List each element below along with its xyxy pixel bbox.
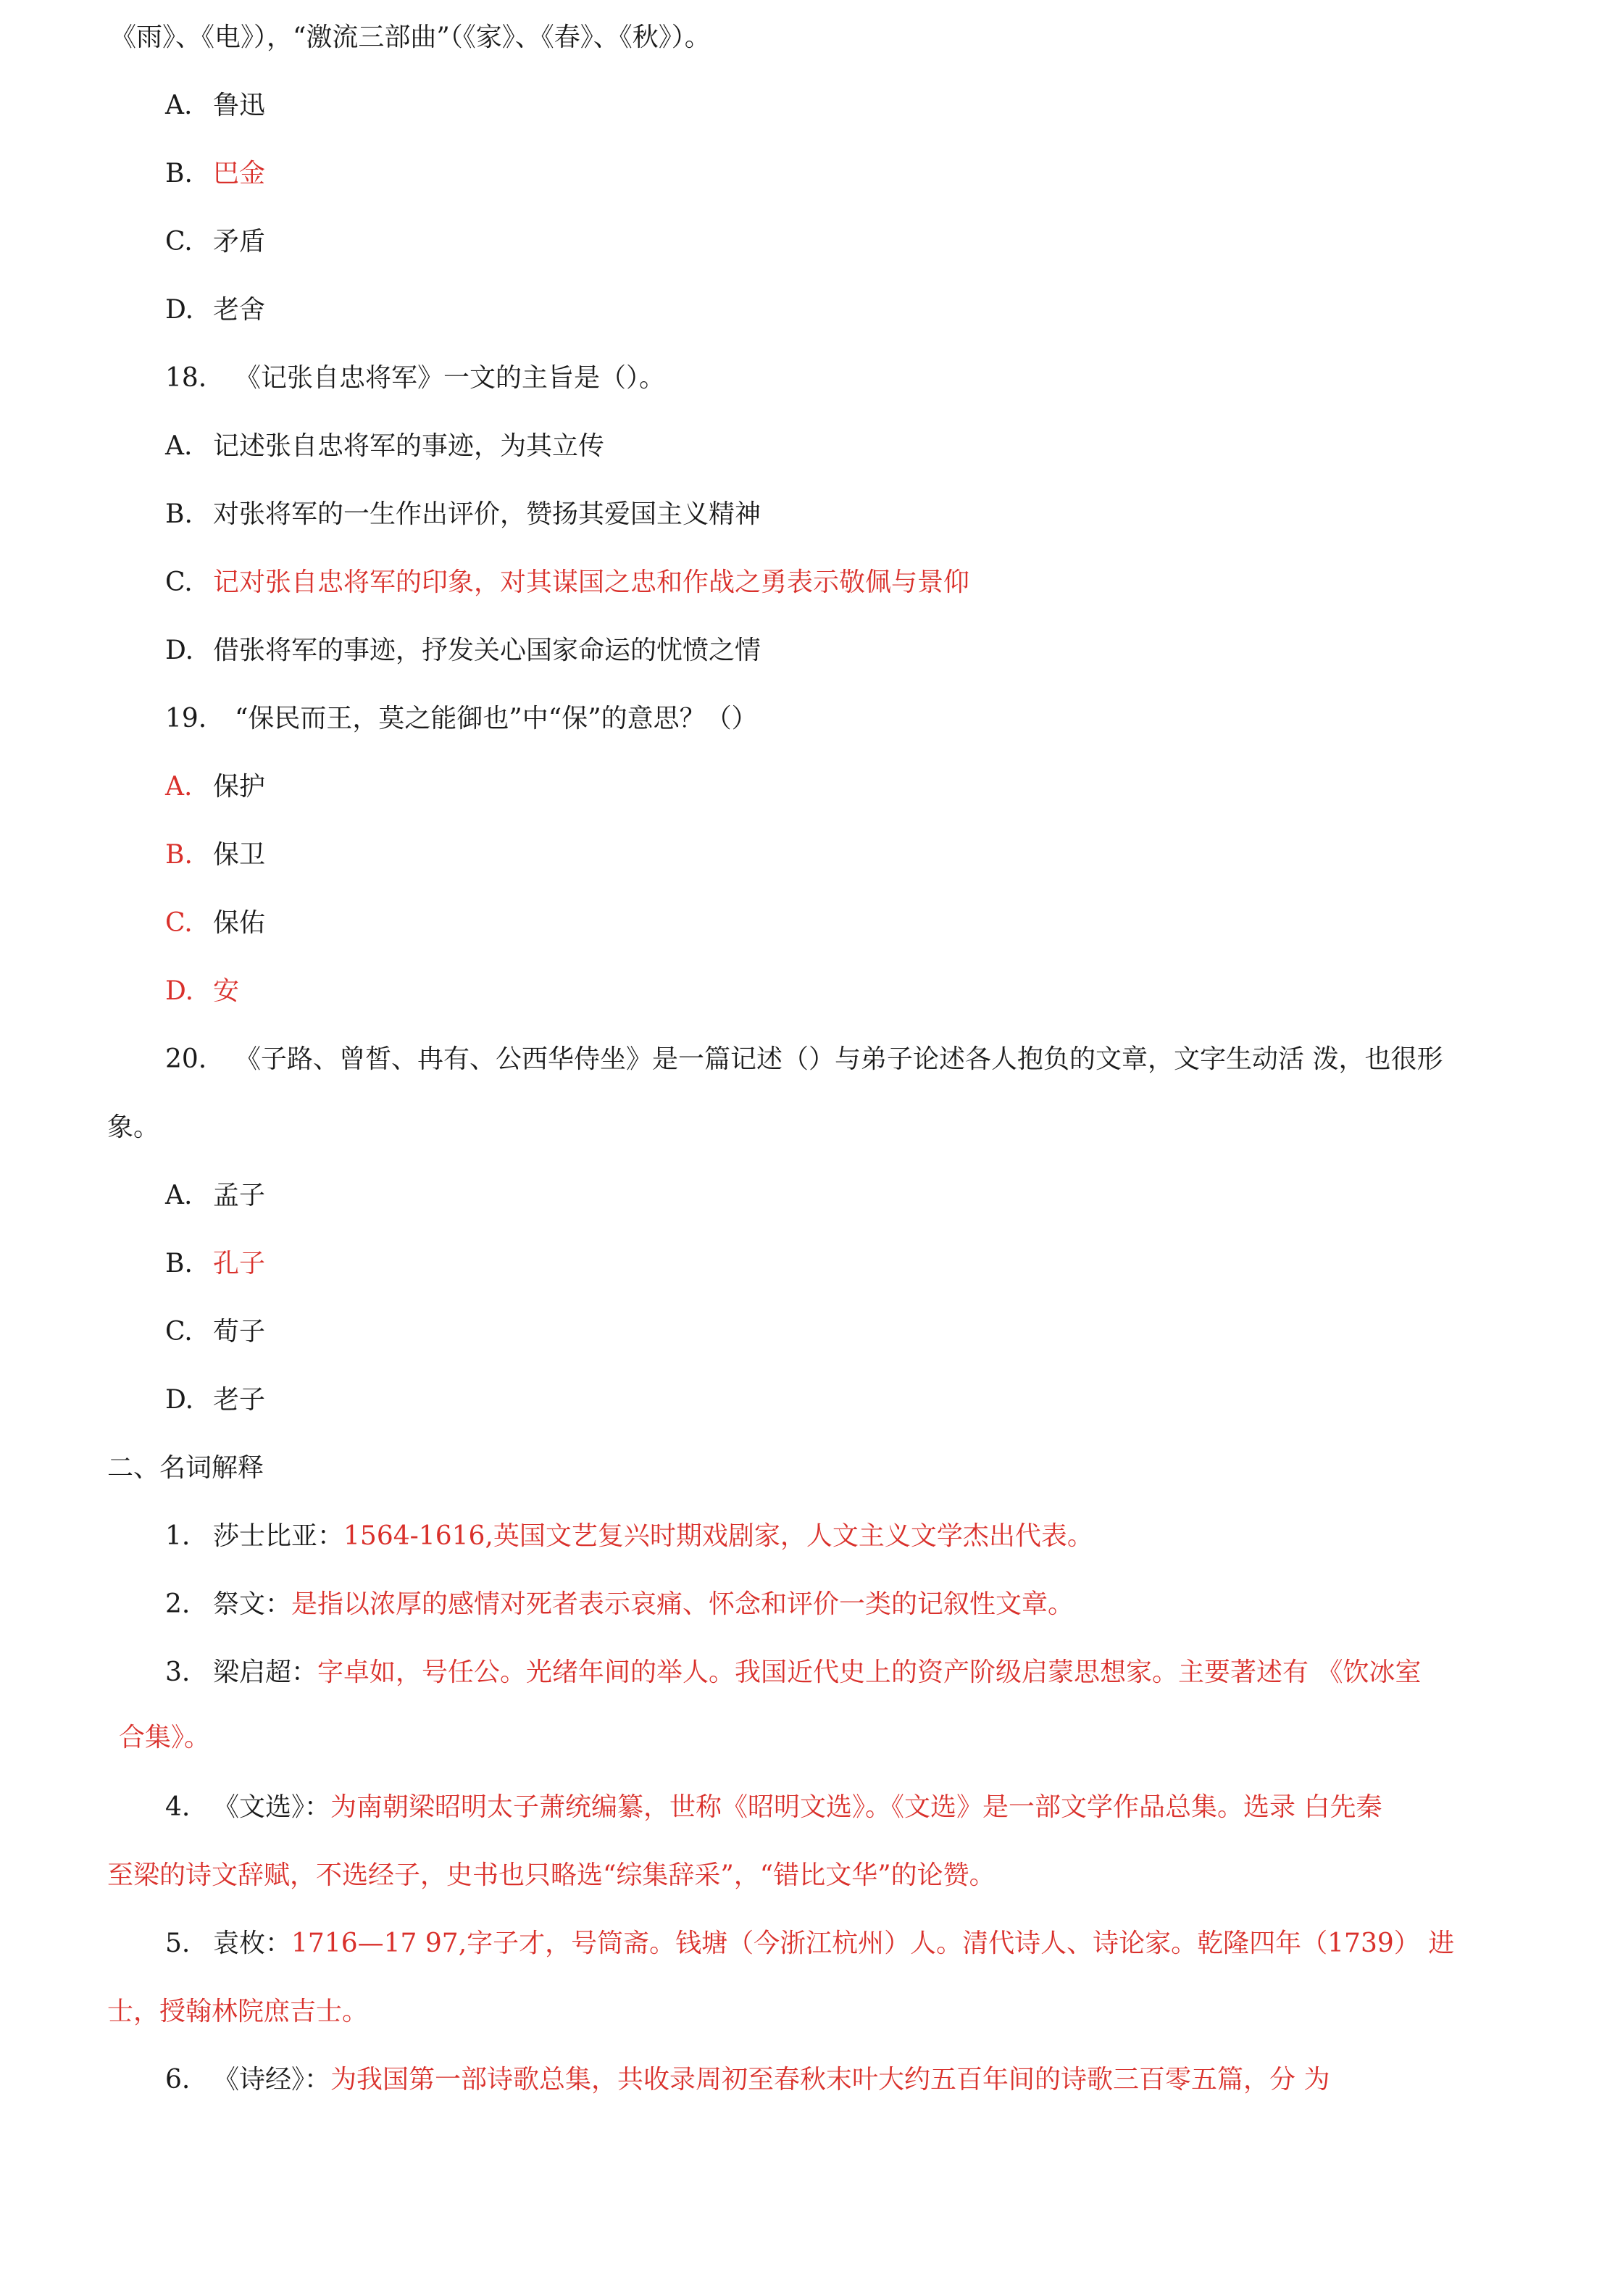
option-text: 荀子 xyxy=(213,1317,266,1347)
option-letter: A. xyxy=(165,91,193,120)
q18-option-b[interactable] xyxy=(165,497,761,532)
term-definition: 为南朝梁昭明太子萧统编纂，世称《昭明文选》。《文选》是一部文学作品总集。选录 白先秦 xyxy=(330,1792,1382,1822)
option-text: 保卫 xyxy=(213,840,266,870)
q18-option-d[interactable] xyxy=(165,633,761,668)
q17-option-c[interactable] xyxy=(165,225,265,259)
term-6 xyxy=(165,2063,1330,2097)
question-18 xyxy=(165,361,665,396)
term-name: 梁启超： xyxy=(213,1657,318,1687)
question-20 xyxy=(165,1042,1443,1077)
option-letter: D. xyxy=(165,295,194,325)
option-text: 鲁迅 xyxy=(213,91,266,120)
question-stem: “保民而王，莫之能御也”中“保”的意思？（） xyxy=(235,704,758,733)
continued-text: 《雨》、《电》），“激流三部曲”（《家》、《春》、《秋》）。 xyxy=(110,22,711,52)
option-text: 孟子 xyxy=(213,1181,266,1210)
term-1 xyxy=(165,1519,1093,1554)
term-name: 《诗经》： xyxy=(213,2065,331,2095)
term-name: 袁枚： xyxy=(213,1929,292,1958)
q19-option-d[interactable] xyxy=(165,974,239,1009)
term-number: 2. xyxy=(165,1589,191,1619)
q17-option-a[interactable] xyxy=(165,88,265,123)
q17-option-d[interactable] xyxy=(165,293,265,328)
term-number: 4. xyxy=(165,1792,191,1822)
option-letter: C. xyxy=(165,567,193,597)
term-definition: 1716—17 97,字子才，号筒斋。钱塘（今浙江杭州）人。清代诗人、诗论家。乾隆四年（1739） 进 xyxy=(291,1929,1455,1958)
q18-option-c[interactable] xyxy=(165,565,969,600)
term-2 xyxy=(165,1587,1074,1622)
term-5 xyxy=(165,1926,1454,1961)
option-text: 保护 xyxy=(213,772,266,802)
q19-option-b[interactable] xyxy=(165,838,265,873)
term-4 xyxy=(165,1790,1382,1825)
option-letter: D. xyxy=(165,636,194,665)
option-letter: C. xyxy=(165,1317,193,1347)
q20-option-c[interactable] xyxy=(165,1315,265,1349)
option-letter: C. xyxy=(165,227,193,257)
option-letter: A. xyxy=(165,431,193,461)
term-number: 5. xyxy=(165,1929,191,1958)
term-5-definition-continued: 士，授翰林院庶吉士。 xyxy=(107,1997,369,2026)
term-name: 祭文： xyxy=(213,1589,292,1619)
option-letter: D. xyxy=(165,976,194,1006)
option-text: 老舍 xyxy=(213,295,266,325)
option-text: 借张将军的事迹，抒发关心国家命运的忧愤之情 xyxy=(213,636,761,665)
option-letter: A. xyxy=(165,1181,193,1210)
option-letter: B. xyxy=(165,1249,193,1278)
q20-option-d[interactable] xyxy=(165,1383,265,1418)
option-letter: B. xyxy=(165,159,193,188)
question-number: 20. xyxy=(165,1044,207,1074)
option-text-answer: 记对张自忠将军的印象，对其谋国之忠和作战之勇表示敬佩与景仰 xyxy=(213,567,970,597)
q18-option-a[interactable] xyxy=(165,429,604,464)
q19-option-c[interactable] xyxy=(165,906,265,941)
option-text-answer: 巴金 xyxy=(213,159,266,188)
question-20-continued: 象。 xyxy=(107,1112,160,1142)
option-text: 老子 xyxy=(213,1385,266,1415)
q19-option-a[interactable] xyxy=(165,770,265,804)
term-definition: 是指以浓厚的感情对死者表示哀痛、怀念和评价一类的记叙性文章。 xyxy=(291,1589,1074,1619)
term-definition: 1564-1616,英国文艺复兴时期戏剧家，人文主义文学杰出代表。 xyxy=(343,1521,1093,1551)
option-text: 记述张自忠将军的事迹，为其立传 xyxy=(213,431,605,461)
option-text: 保佑 xyxy=(213,908,266,938)
question-number: 19. xyxy=(165,704,207,733)
question-stem: 《子路、曾皙、冉有、公西华侍坐》是一篇记述（）与弟子论述各人抱负的文章，文字生动活 泼，也很形 xyxy=(235,1044,1443,1074)
option-text-answer: 孔子 xyxy=(213,1249,266,1278)
term-name: 《文选》： xyxy=(213,1792,331,1822)
option-letter: B. xyxy=(165,840,193,870)
term-name: 莎士比亚： xyxy=(213,1521,344,1551)
term-3 xyxy=(165,1655,1421,1690)
term-3-definition-continued: 合集》。 xyxy=(119,1723,211,1752)
option-letter: B. xyxy=(165,499,193,529)
question-19 xyxy=(165,702,758,736)
option-text-answer: 安 xyxy=(213,976,240,1006)
option-text: 对张将军的一生作出评价，赞扬其爱国主义精神 xyxy=(213,499,761,529)
option-letter: C. xyxy=(165,908,193,938)
term-definition: 字卓如，号任公。光绪年间的举人。我国近代史上的资产阶级启蒙思想家。主要著述有 《饮冰室 xyxy=(317,1657,1422,1687)
term-number: 1. xyxy=(165,1521,191,1551)
option-letter: A. xyxy=(165,772,193,802)
question-stem: 《记张自忠将军》一文的主旨是（）。 xyxy=(235,363,666,393)
q17-option-b[interactable] xyxy=(165,157,265,191)
section-heading: 二、名词解释 xyxy=(107,1453,264,1483)
q20-option-b[interactable] xyxy=(165,1247,265,1281)
term-number: 3. xyxy=(165,1657,191,1687)
term-number: 6. xyxy=(165,2065,191,2095)
option-letter: D. xyxy=(165,1385,194,1415)
term-definition: 为我国第一部诗歌总集，共收录周初至春秋末叶大约五百年间的诗歌三百零五篇，分 为 xyxy=(330,2065,1330,2095)
term-4-definition-continued: 至梁的诗文辞赋，不选经子，史书也只略选“综集辞采”，“错比文华”的论赞。 xyxy=(107,1860,996,1890)
q20-option-a[interactable] xyxy=(165,1178,265,1213)
option-text: 矛盾 xyxy=(213,227,266,257)
question-number: 18. xyxy=(165,363,207,393)
